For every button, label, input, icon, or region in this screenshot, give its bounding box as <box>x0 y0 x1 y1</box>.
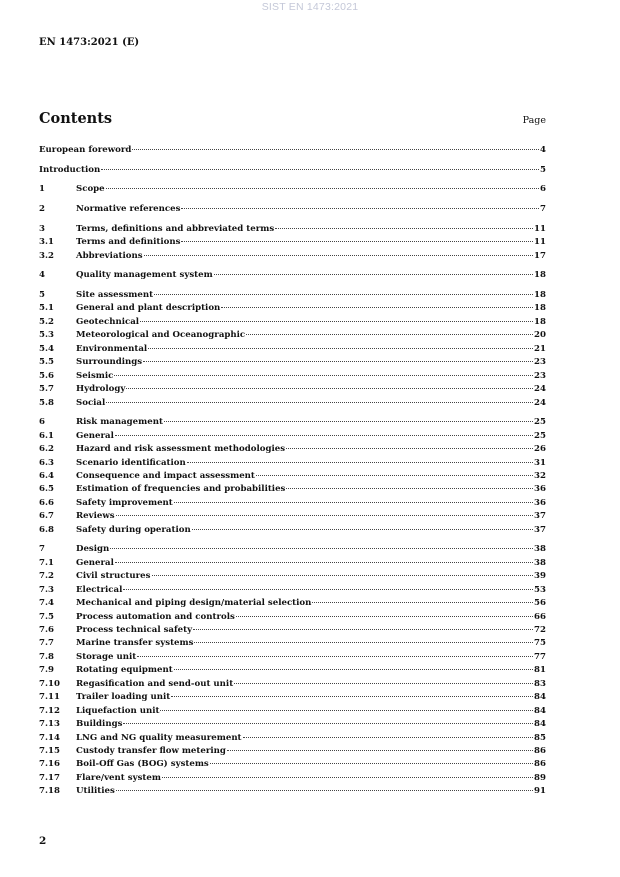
toc-entry-number: 7.9 <box>39 665 54 676</box>
toc-entry[interactable] <box>39 370 546 383</box>
dot-leader <box>243 737 534 738</box>
toc-entry[interactable] <box>39 745 546 758</box>
page-number: 2 <box>39 835 47 847</box>
toc-entry-title[interactable]: Utilities <box>76 786 115 797</box>
dot-leader <box>137 656 533 657</box>
toc-entry-title[interactable]: Boil-Off Gas (BOG) systems <box>76 759 209 770</box>
toc-entry-page[interactable]: 6 <box>540 184 546 195</box>
toc-entry-title[interactable]: European foreword <box>39 145 132 155</box>
toc-entry-page[interactable]: 84 <box>534 692 546 703</box>
toc-entry-title[interactable]: Storage unit <box>76 651 137 662</box>
toc-entry-page[interactable]: 75 <box>534 638 546 649</box>
toc-entry-page[interactable]: 18 <box>534 303 546 314</box>
toc-entry-title[interactable]: Seismic <box>76 370 114 381</box>
dot-leader <box>101 169 539 170</box>
toc-entry-title[interactable]: General <box>76 430 114 441</box>
toc-entry-title[interactable]: Normative references <box>76 204 181 215</box>
toc-entry[interactable] <box>39 772 546 785</box>
toc-entry[interactable] <box>39 356 546 369</box>
dot-leader <box>116 790 533 791</box>
toc-entry-page[interactable]: 24 <box>534 384 546 395</box>
toc-entry[interactable] <box>39 611 546 624</box>
toc-entry-number: 6 <box>39 417 45 428</box>
dot-leader <box>181 241 533 242</box>
dot-leader <box>110 548 533 549</box>
toc-entry-page[interactable]: 89 <box>534 772 546 783</box>
toc-entry[interactable] <box>39 497 546 510</box>
toc-entry-number: 5.5 <box>39 357 54 368</box>
toc-entry-number: 6.5 <box>39 484 54 495</box>
page-column-label: Page <box>522 115 546 126</box>
toc-entry-page[interactable]: 25 <box>534 417 546 428</box>
dot-leader <box>114 375 533 376</box>
toc-entry-number: 2 <box>39 204 45 215</box>
toc-entry-number: 5.6 <box>39 370 54 381</box>
toc-entry-number: 3.2 <box>39 250 54 261</box>
dot-leader <box>132 149 539 150</box>
toc-entry[interactable] <box>39 705 546 718</box>
dot-leader <box>143 361 533 362</box>
toc-entry-page[interactable]: 23 <box>534 357 546 368</box>
toc-entry-page[interactable]: 36 <box>534 497 546 508</box>
toc-entry-page[interactable]: 85 <box>534 732 546 743</box>
dot-leader <box>181 208 539 209</box>
toc-entry-title[interactable]: Electrical <box>76 584 123 595</box>
toc-entry[interactable] <box>39 570 546 583</box>
toc-entry-page[interactable]: 31 <box>534 457 546 468</box>
toc-entry-number: 1 <box>39 184 45 195</box>
toc-entry-title[interactable]: Consequence and impact assessment <box>76 470 255 481</box>
toc-entry-number: 5.4 <box>39 343 54 354</box>
toc-entry-number: 7.2 <box>39 571 54 582</box>
toc-entry-number: 7.15 <box>39 745 60 756</box>
toc-entry[interactable] <box>39 637 546 650</box>
toc-entry-page[interactable]: 81 <box>534 665 546 676</box>
toc-entry-page[interactable]: 11 <box>534 237 546 248</box>
toc-entry-page[interactable]: 66 <box>534 611 546 622</box>
toc-entry-title[interactable]: Flare/vent system <box>76 772 161 783</box>
dot-leader <box>160 710 533 711</box>
dot-leader <box>246 334 533 335</box>
toc-entry[interactable] <box>39 524 546 537</box>
toc-entry-title[interactable]: Introduction <box>39 164 101 175</box>
toc-entry-title[interactable]: Scenario identification <box>76 457 186 468</box>
toc-entry-number: 5.7 <box>39 384 54 395</box>
toc-entry-page[interactable]: 53 <box>534 584 546 595</box>
toc-entry[interactable] <box>39 236 546 249</box>
dot-leader <box>236 616 533 617</box>
toc-entry-page[interactable]: 56 <box>534 598 546 609</box>
toc-entry-title[interactable]: Trailer loading unit <box>76 692 171 703</box>
toc-entry-number: 7.16 <box>39 759 60 770</box>
toc-entry[interactable] <box>39 457 546 470</box>
toc-entry-title[interactable]: Safety improvement <box>76 497 173 508</box>
toc-entry-page[interactable]: 84 <box>534 719 546 730</box>
dot-leader <box>152 575 534 576</box>
toc-entry-number: 5.2 <box>39 316 54 327</box>
toc-entry[interactable] <box>39 732 546 745</box>
toc-entry-page[interactable]: 72 <box>534 625 546 635</box>
toc-entry[interactable] <box>39 289 546 302</box>
toc-entry-title[interactable]: Custody transfer flow metering <box>76 745 226 756</box>
toc-entry[interactable] <box>39 664 546 677</box>
toc-entry-number: 6.1 <box>39 430 54 441</box>
toc-entry-title[interactable]: Environmental <box>76 343 148 354</box>
toc-entry[interactable] <box>39 678 546 691</box>
toc-entry[interactable] <box>39 597 546 610</box>
toc-entry[interactable] <box>39 443 546 456</box>
toc-entry-title[interactable]: Geotechnical <box>76 316 140 327</box>
toc-entry[interactable] <box>39 203 546 216</box>
dot-leader <box>123 723 533 724</box>
toc-entry-number: 7.12 <box>39 705 60 716</box>
toc-entry-number: 7.1 <box>39 557 54 568</box>
toc-entry-number: 6.7 <box>39 511 54 522</box>
dot-leader <box>286 488 533 489</box>
toc-entry-page[interactable]: 23 <box>534 370 546 381</box>
toc-entry-title[interactable]: Liquefaction unit <box>76 705 160 716</box>
toc-entry-page[interactable]: 84 <box>534 705 546 716</box>
toc-entry-title[interactable]: Buildings <box>76 719 123 730</box>
toc-entry-title[interactable]: Reviews <box>76 511 115 522</box>
toc-entry-number: 5 <box>39 290 45 300</box>
toc-entry[interactable] <box>39 624 546 637</box>
dot-leader <box>234 683 533 684</box>
dot-leader <box>116 515 533 516</box>
toc-entry[interactable] <box>39 144 546 157</box>
toc-entry[interactable] <box>39 785 546 798</box>
dot-leader <box>275 228 533 229</box>
toc-entry-page[interactable]: 7 <box>540 204 546 215</box>
dot-leader <box>106 188 539 189</box>
toc-entry[interactable] <box>39 557 546 570</box>
toc-entry-title[interactable]: Quality management system <box>76 270 213 281</box>
toc-entry[interactable] <box>39 250 546 263</box>
dot-leader <box>140 321 533 322</box>
toc-entry-number: 7.10 <box>39 678 60 689</box>
toc-entry[interactable] <box>39 584 546 597</box>
toc-entry-number: 7.13 <box>39 719 60 730</box>
toc-entry[interactable] <box>39 183 546 196</box>
toc-entry-number: 7.17 <box>39 772 60 783</box>
toc-entry-number: 6.4 <box>39 470 54 481</box>
toc-entry[interactable] <box>39 164 546 177</box>
toc-entry-number: 7.18 <box>39 786 60 797</box>
dot-leader <box>174 669 533 670</box>
toc-entry-page[interactable]: 37 <box>534 511 546 522</box>
toc-entry[interactable] <box>39 343 546 356</box>
toc-entry-page[interactable]: 86 <box>534 759 546 770</box>
toc-entry-title[interactable]: Marine transfer systems <box>76 638 194 649</box>
toc-entry-title[interactable]: Rotating equipment <box>76 665 173 676</box>
toc-entry-title[interactable]: Estimation of frequencies and probabilities <box>76 484 286 495</box>
dot-leader <box>227 750 533 751</box>
table-of-contents <box>39 144 546 799</box>
toc-entry-page[interactable]: 86 <box>534 745 546 756</box>
toc-entry-title[interactable]: Social <box>76 397 106 408</box>
toc-entry-number: 7.8 <box>39 651 54 662</box>
toc-entry-page[interactable]: 32 <box>534 470 546 481</box>
toc-entry-title[interactable]: Risk management <box>76 417 163 428</box>
toc-entry-page[interactable]: 21 <box>534 343 546 354</box>
toc-entry[interactable] <box>39 470 546 483</box>
toc-entry-title[interactable]: Mechanical and piping design/material selection <box>76 598 312 609</box>
toc-entry-page[interactable]: 38 <box>534 544 546 555</box>
toc-entry-title[interactable]: Design <box>76 544 110 555</box>
toc-entry-number: 5.1 <box>39 303 54 314</box>
toc-entry-number: 3 <box>39 223 45 234</box>
toc-entry-title[interactable]: Hydrology <box>76 384 126 395</box>
toc-entry-page[interactable]: 18 <box>534 316 546 327</box>
dot-leader <box>286 448 533 449</box>
toc-entry-number: 4 <box>39 270 45 281</box>
toc-entry-page[interactable]: 5 <box>540 164 546 175</box>
toc-entry-number: 3.1 <box>39 237 54 248</box>
dot-leader <box>164 421 533 422</box>
toc-entry-title[interactable]: Abbreviations <box>76 250 143 261</box>
toc-entry-number: 7.6 <box>39 625 54 635</box>
toc-entry-page[interactable]: 77 <box>534 651 546 662</box>
toc-entry[interactable] <box>39 223 546 236</box>
toc-entry[interactable] <box>39 302 546 315</box>
toc-entry-title[interactable]: Civil structures <box>76 571 151 582</box>
toc-entry-title[interactable]: Site assessment <box>76 290 154 300</box>
toc-entry-page[interactable]: 91 <box>534 786 546 797</box>
toc-entry-page[interactable]: 38 <box>534 557 546 568</box>
dot-leader <box>214 274 533 275</box>
toc-entry-page[interactable]: 24 <box>534 397 546 408</box>
toc-entry-title[interactable]: Safety during operation <box>76 524 191 535</box>
dot-leader <box>126 388 533 389</box>
dot-leader <box>115 562 533 563</box>
toc-entry-page[interactable]: 36 <box>534 484 546 495</box>
document-reference: EN 1473:2021 (E) <box>39 37 140 48</box>
toc-entry-title[interactable]: LNG and NG quality measurement <box>76 732 242 743</box>
toc-entry-page[interactable]: 17 <box>534 250 546 261</box>
dot-leader <box>193 629 533 630</box>
toc-entry[interactable] <box>39 691 546 704</box>
toc-entry-number: 7.3 <box>39 584 54 595</box>
toc-entry-title[interactable]: Scope <box>76 184 105 195</box>
page-title: Contents <box>39 110 113 127</box>
toc-entry-number: 7.14 <box>39 732 60 743</box>
toc-entry-page[interactable]: 20 <box>534 330 546 341</box>
toc-entry[interactable] <box>39 651 546 664</box>
watermark: SIST EN 1473:2021 <box>261 1 359 13</box>
toc-entry-number: 6.8 <box>39 524 54 535</box>
toc-entry-number: 7.7 <box>39 638 54 649</box>
dot-leader <box>123 589 533 590</box>
dot-leader <box>162 777 533 778</box>
toc-entry-title[interactable]: Hazard and risk assessment methodologies <box>76 444 286 455</box>
toc-entry-number: 6.6 <box>39 497 54 508</box>
toc-entry[interactable] <box>39 543 546 556</box>
toc-entry[interactable] <box>39 510 546 523</box>
toc-entry-title[interactable]: Regasification and send-out unit <box>76 678 234 689</box>
toc-entry[interactable] <box>39 416 546 429</box>
toc-entry[interactable] <box>39 397 546 410</box>
toc-entry-title[interactable]: General and plant description <box>76 303 221 314</box>
toc-entry[interactable] <box>39 383 546 396</box>
dot-leader <box>192 529 533 530</box>
toc-entry[interactable] <box>39 758 546 771</box>
toc-entry-title[interactable]: Surroundings <box>76 357 143 368</box>
toc-entry[interactable] <box>39 329 546 342</box>
toc-entry[interactable] <box>39 483 546 496</box>
toc-entry-title[interactable]: Meteorological and Oceanographic <box>76 330 246 341</box>
toc-entry[interactable] <box>39 316 546 329</box>
toc-entry[interactable] <box>39 718 546 731</box>
toc-entry-page[interactable]: 83 <box>534 678 546 689</box>
toc-entry-number: 7.4 <box>39 598 54 609</box>
dot-leader <box>221 307 533 308</box>
dot-leader <box>106 402 533 403</box>
toc-entry-number: 7.5 <box>39 611 54 622</box>
toc-entry-number: 6.2 <box>39 444 54 455</box>
toc-entry-page[interactable]: 11 <box>534 223 546 234</box>
toc-entry-title[interactable]: General <box>76 557 114 568</box>
dot-leader <box>115 435 533 436</box>
toc-entry[interactable] <box>39 269 546 282</box>
dot-leader <box>144 255 533 256</box>
toc-entry-number: 7.11 <box>39 692 60 703</box>
dot-leader <box>148 348 533 349</box>
toc-entry[interactable] <box>39 430 546 443</box>
toc-entry-page[interactable]: 25 <box>534 430 546 441</box>
toc-entry-page[interactable]: 37 <box>534 524 546 535</box>
dot-leader <box>256 475 533 476</box>
toc-entry-number: 5.8 <box>39 397 54 408</box>
toc-entry-page[interactable]: 4 <box>540 145 546 155</box>
dot-leader <box>210 763 533 764</box>
toc-entry-page[interactable]: 18 <box>534 290 546 300</box>
toc-entry-number: 5.3 <box>39 330 54 341</box>
toc-entry-page[interactable]: 26 <box>534 444 546 455</box>
toc-entry-number: 6.3 <box>39 457 54 468</box>
dot-leader <box>312 602 533 603</box>
toc-entry-title[interactable]: Terms, definitions and abbreviated terms <box>76 223 275 234</box>
dot-leader <box>187 462 533 463</box>
toc-entry-title[interactable]: Process automation and controls <box>76 611 235 622</box>
toc-entry-title[interactable]: Terms and definitions <box>76 237 181 248</box>
toc-entry-page[interactable]: 18 <box>534 270 546 281</box>
dot-leader <box>171 696 533 697</box>
dot-leader <box>194 642 533 643</box>
toc-entry-title[interactable]: Process technical safety <box>76 625 193 635</box>
dot-leader <box>154 294 533 295</box>
toc-entry-page[interactable]: 39 <box>534 571 546 582</box>
toc-entry-number: 7 <box>39 544 45 555</box>
dot-leader <box>174 502 533 503</box>
